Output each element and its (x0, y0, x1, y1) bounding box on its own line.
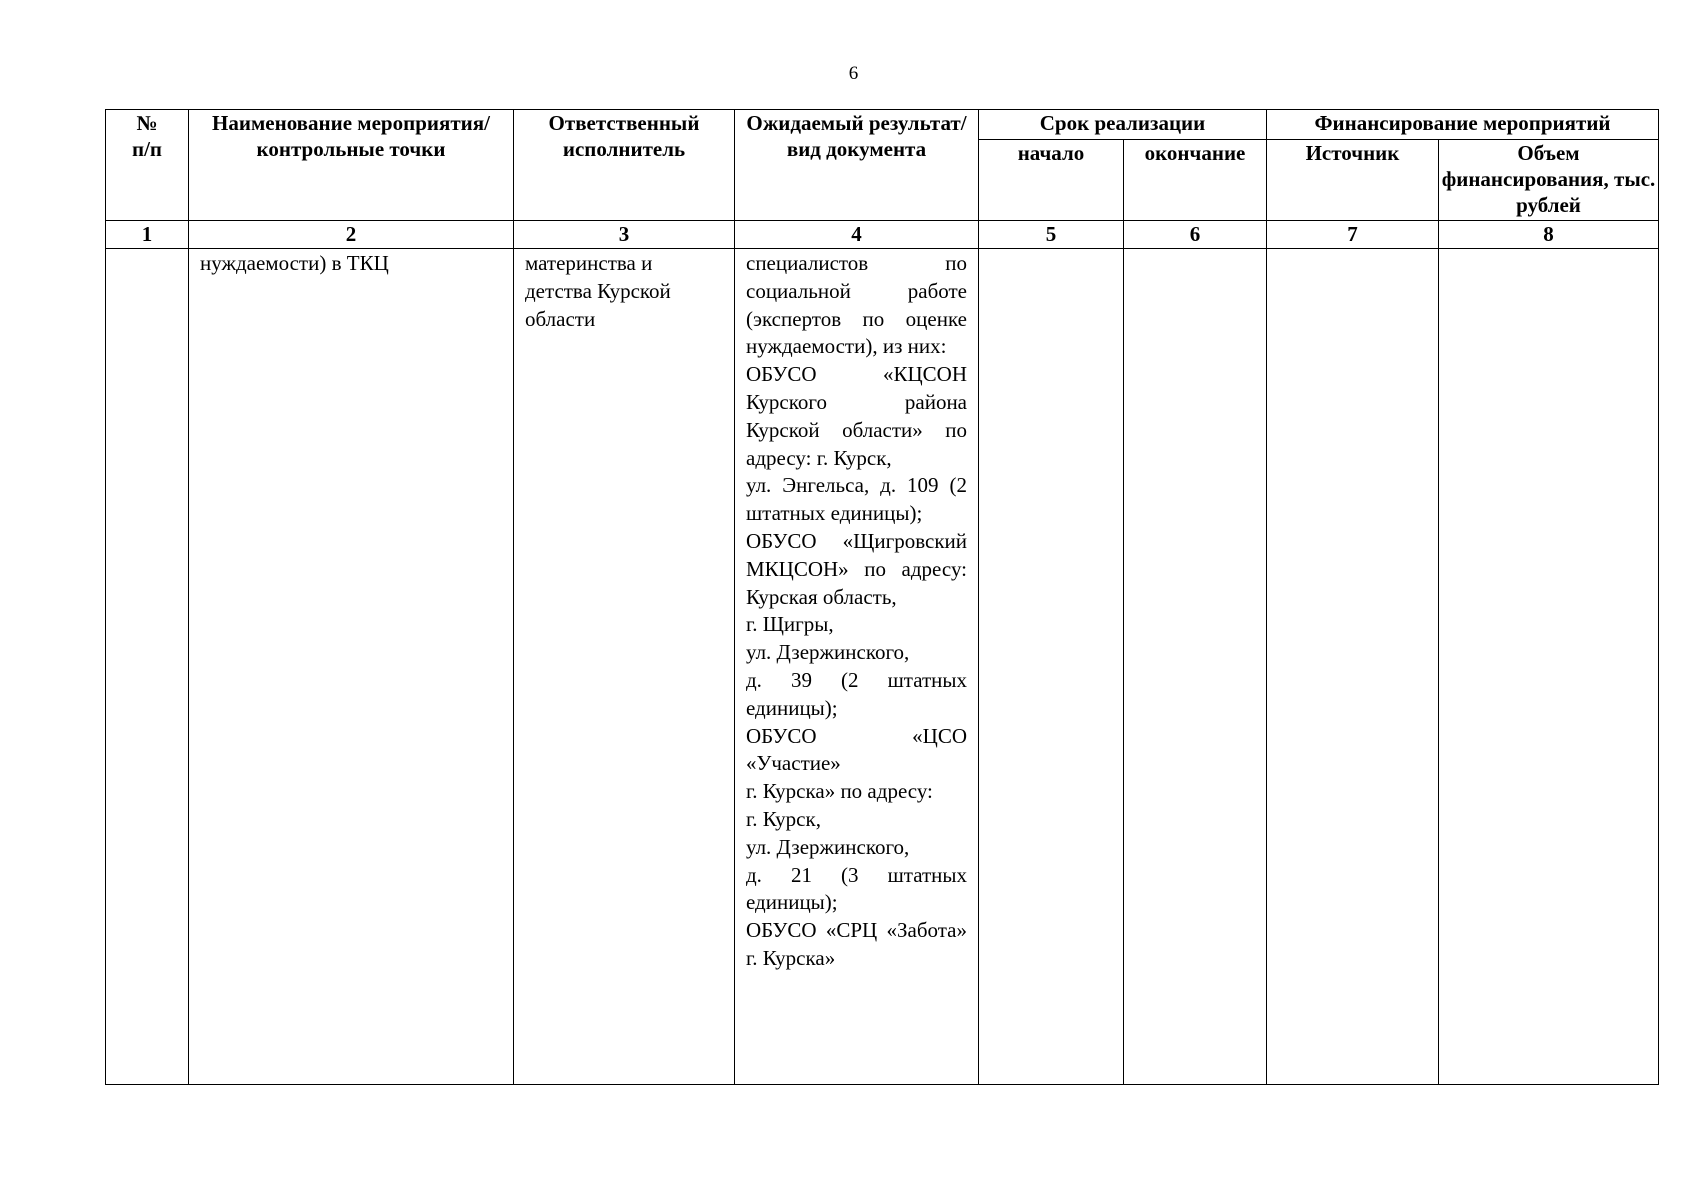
header-period: Срок реализации (979, 110, 1267, 140)
table-row (106, 249, 1659, 1085)
cell-expected-result: специалистов по социальной работе (экспертов по оценке нуждаемости), из них: ОБУСО «КЦСОН Курского района Курской области» по адресу: г. Курск, ул. Энгельса, д. 109 (2 штатных единицы); ОБУСО «Щигровский МКЦСОН» по адресу: Курская область, г. Щигры, ул. Дзержинского, д. 39 (2 штатных единицы); ОБУСО «ЦСО «Участие» г. Курска» по адресу: г. Курск, ул. Дзержинского, д. 21 (3 штатных единицы); ОБУСО «СРЦ «Забота» г. Курска» (735, 249, 979, 1085)
cell-responsible: материнства и детства Курской области (514, 249, 735, 1085)
cell-financing-volume (1439, 249, 1659, 1085)
cell-activity-name: нуждаемости) в ТКЦ (189, 249, 514, 1085)
column-number: 3 (514, 221, 735, 249)
column-number: 1 (106, 221, 189, 249)
cell-period-end (1124, 249, 1267, 1085)
column-number: 8 (1439, 221, 1659, 249)
column-number: 5 (979, 221, 1124, 249)
header-financing-volume: Объем финансирования, тыс. рублей (1439, 140, 1659, 221)
column-number: 4 (735, 221, 979, 249)
column-number: 7 (1267, 221, 1439, 249)
header-financing-source: Источник (1267, 140, 1439, 221)
header-number: № п/п (106, 110, 189, 221)
header-responsible: Ответственный исполнитель (514, 110, 735, 221)
activities-table (105, 109, 1659, 1085)
header-financing: Финансирование мероприятий (1267, 110, 1659, 140)
header-expected-result: Ожидаемый результат/вид документа (735, 110, 979, 221)
column-number-row (106, 221, 1659, 249)
header-activity-name: Наименование мероприятия/контрольные точки (189, 110, 514, 221)
cell-number (106, 249, 189, 1085)
header-period-end: окончание (1124, 140, 1267, 221)
column-number: 6 (1124, 221, 1267, 249)
header-row (106, 110, 1659, 140)
cell-financing-source (1267, 249, 1439, 1085)
header-period-start: начало (979, 140, 1124, 221)
page-number: 6 (848, 63, 859, 84)
column-number: 2 (189, 221, 514, 249)
cell-period-start (979, 249, 1124, 1085)
